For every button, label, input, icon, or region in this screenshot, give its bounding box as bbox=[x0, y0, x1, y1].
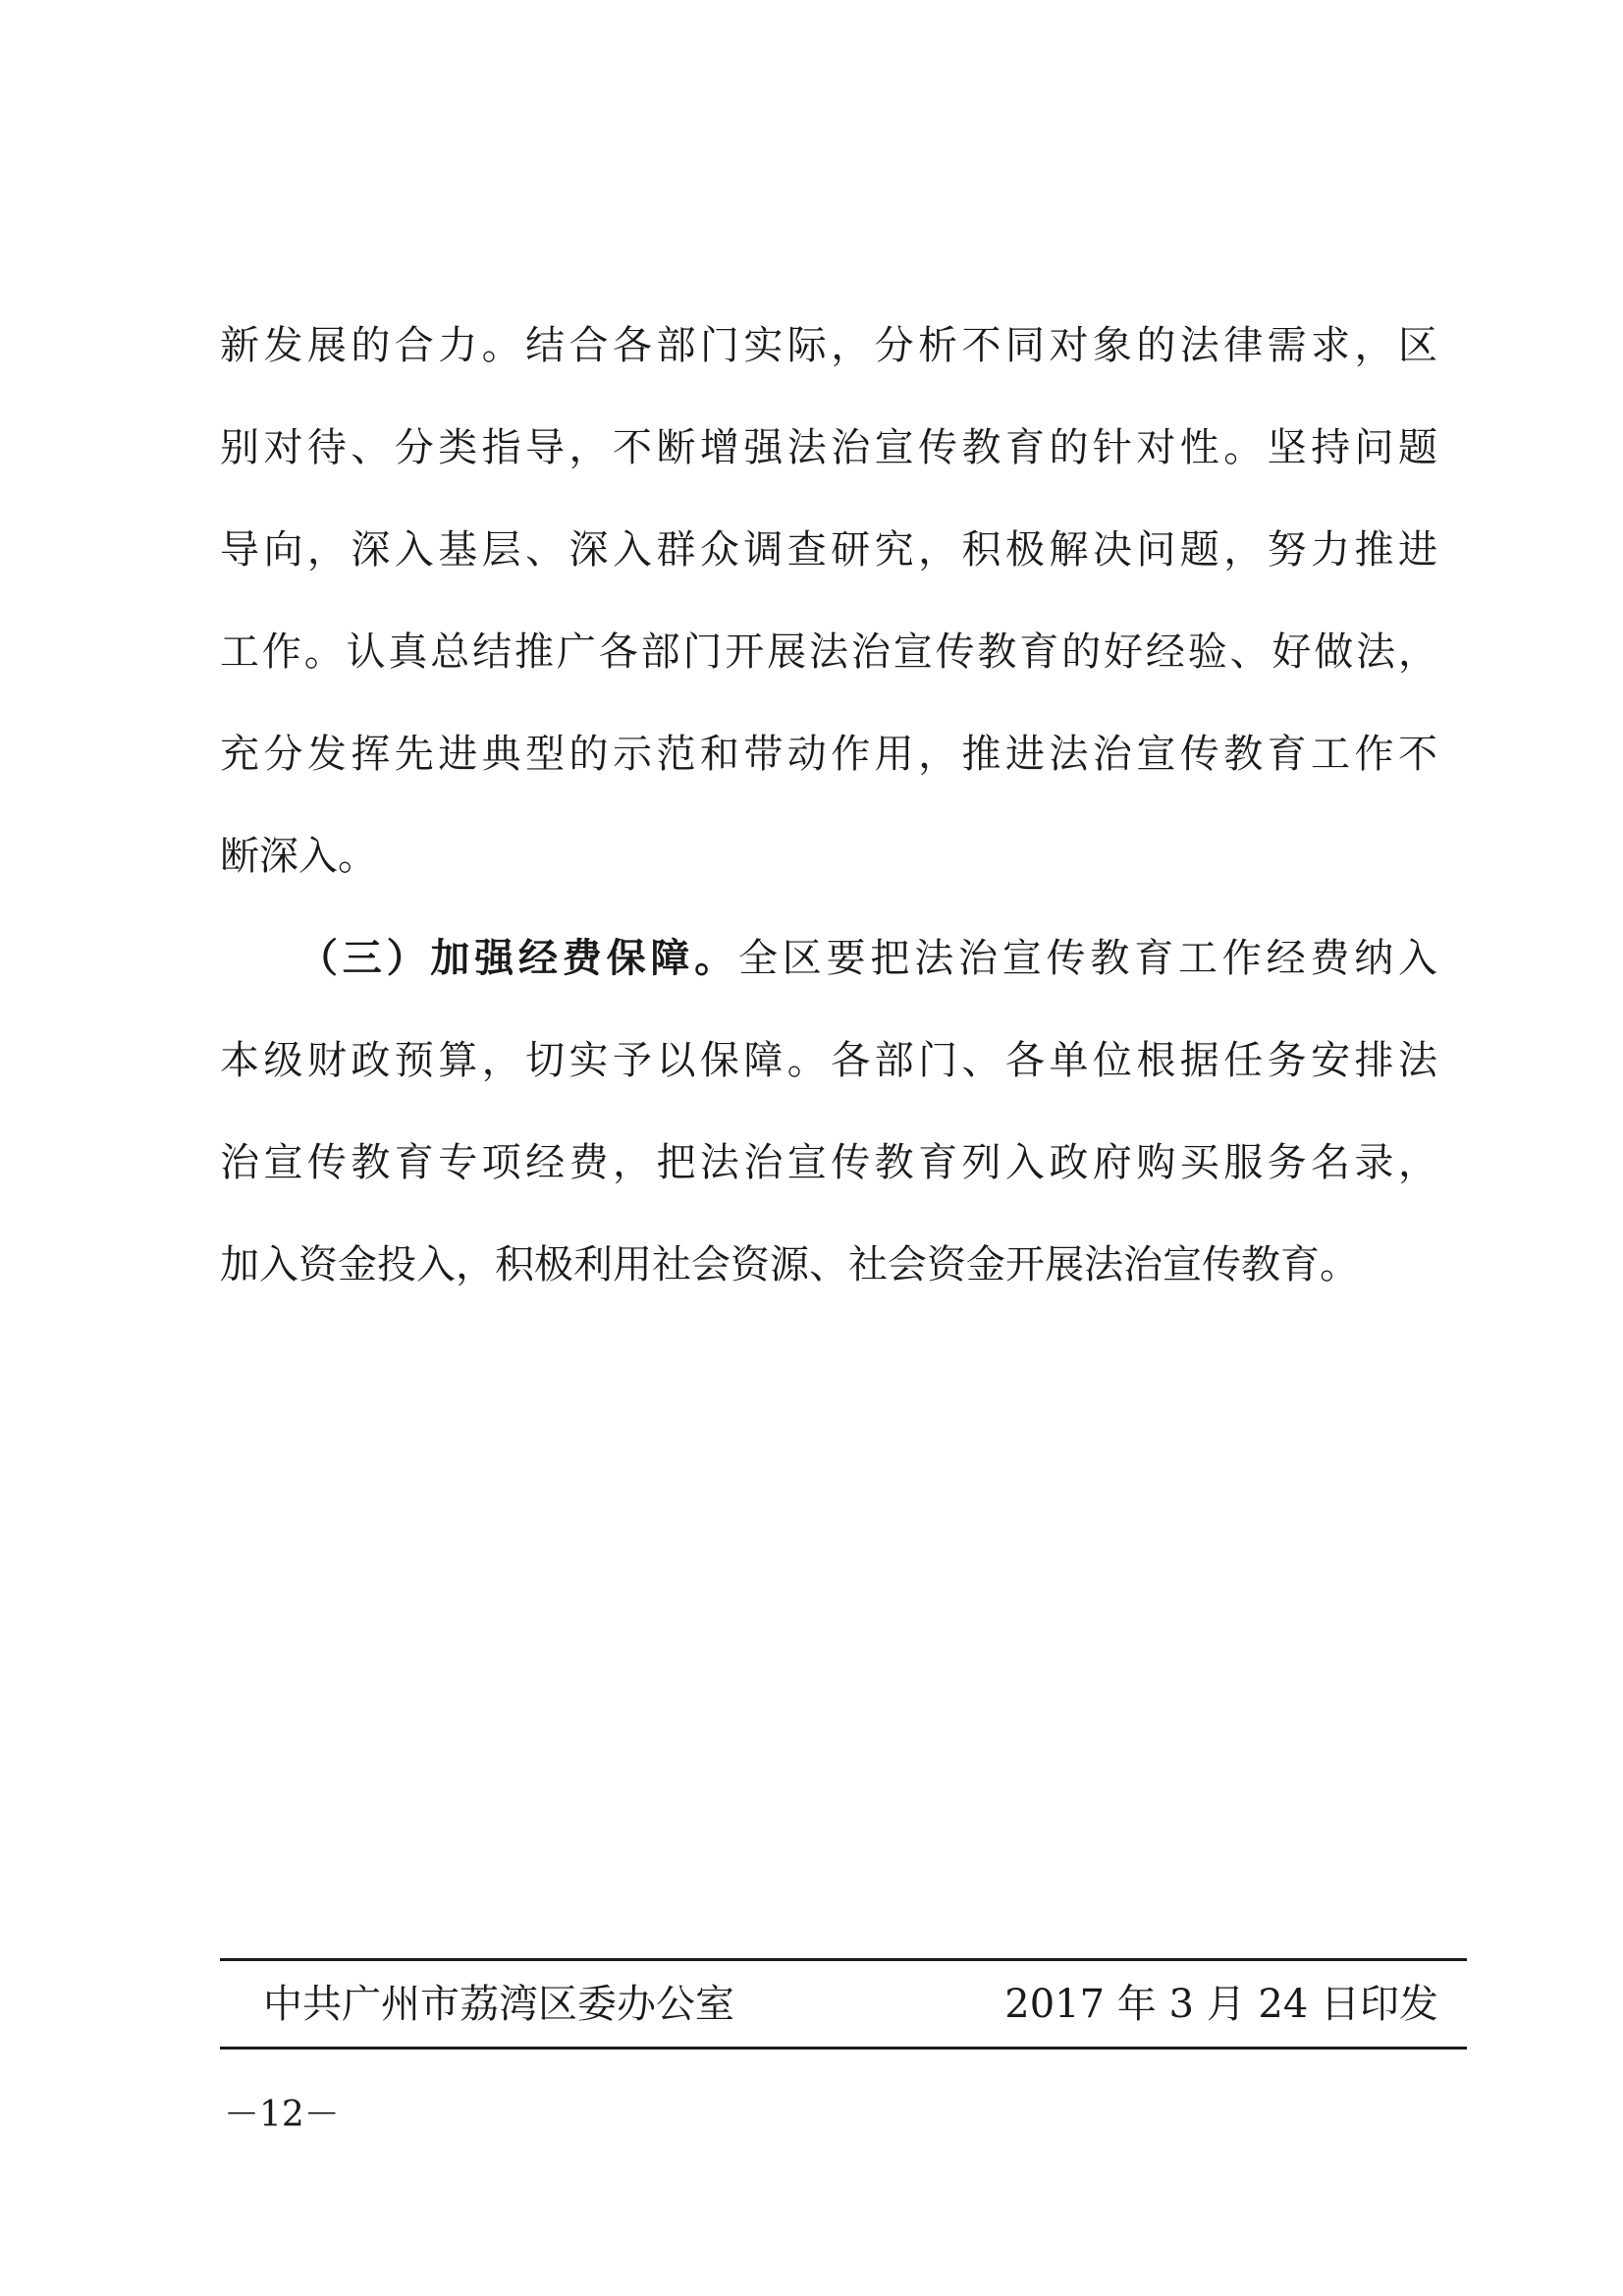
body-text-segment: 全区要把法治宣传教育工作经费纳入 bbox=[738, 936, 1437, 981]
page-number: －12－ bbox=[224, 2095, 340, 2135]
footer-top-rule bbox=[220, 1958, 1467, 1961]
issuer-name: 中共广州市荔湾区委办公室 bbox=[263, 1982, 734, 2027]
section-heading: （三）加强经费保障。 bbox=[298, 935, 738, 981]
body-line: 充分发挥先进典型的示范和带动作用，推进法治宣传教育工作不 bbox=[220, 732, 1437, 777]
body-line: 导向，深入基层、深入群众调查研究，积极解决问题，努力推进 bbox=[220, 527, 1437, 573]
section-three-first-line bbox=[220, 907, 1437, 1010]
document-body bbox=[220, 295, 1437, 1316]
body-line: 别对待、分类指导，不断增强法治宣传教育的针对性。坚持问题 bbox=[220, 425, 1437, 470]
body-line: 断深入。 bbox=[220, 834, 377, 879]
body-line: 工作。认真总结推广各部门开展法治宣传教育的好经验、好做法， bbox=[220, 629, 1437, 675]
body-line: 本级财政预算，切实予以保障。各部门、各单位根据任务安排法 bbox=[220, 1038, 1437, 1083]
body-line: 新发展的合力。结合各部门实际，分析不同对象的法律需求，区 bbox=[220, 323, 1437, 368]
footer-bottom-rule bbox=[220, 2047, 1467, 2050]
body-line: 加入资金投入，积极利用社会资源、社会资金开展法治宣传教育。 bbox=[220, 1242, 1359, 1287]
body-line: 治宣传教育专项经费，把法治宣传教育列入政府购买服务名录， bbox=[220, 1140, 1437, 1185]
issue-date: 2017 年 3 月 24 日印发 bbox=[1004, 1982, 1438, 2027]
